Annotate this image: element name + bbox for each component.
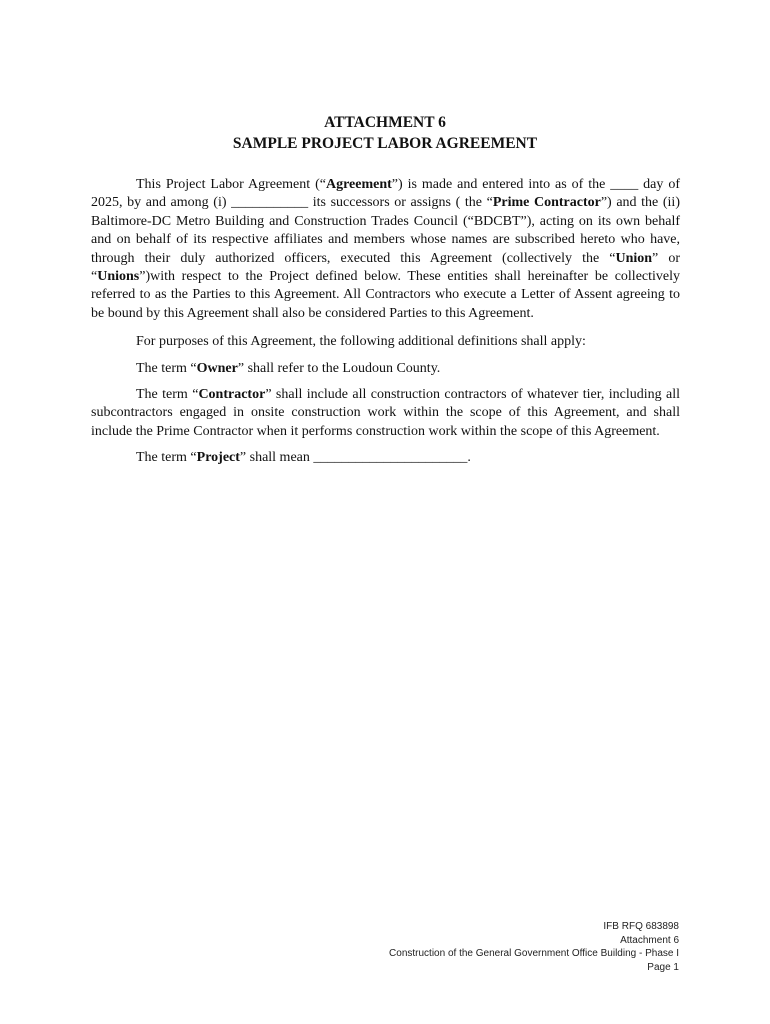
footer-page-number: Page 1 <box>647 961 679 973</box>
intro-text-1: This Project Labor Agreement (“ <box>136 177 326 192</box>
intro-paragraph <box>91 176 680 323</box>
definitions-intro-paragraph: For purposes of this Agreement, the following additional definitions shall apply: <box>136 334 586 350</box>
contractor-text-2: ” shall include all construction contractors of whatever tier, including all subcontractors engaged in onsite construction work within the scope of this Agreement, and shall include the Prime Contractor when it performs construction work within the scope of this Agreement. <box>91 387 680 439</box>
intro-bold-agreement: Agreement <box>325 177 392 192</box>
intro-bold-union: Union <box>615 250 653 266</box>
owner-text-2: ” shall refer to the Loudoun County. <box>237 360 441 376</box>
footer-attachment: Attachment 6 <box>620 934 679 946</box>
contractor-definition <box>91 386 680 441</box>
intro-text-2: ”) is made and entered into as of the ____ day of 2025, by and among (i) ___________ its successors or assigns ( the “ <box>91 177 680 211</box>
footer-project-name: Construction of the General Government Office Building - Phase I <box>389 948 679 960</box>
owner-definition <box>91 360 680 378</box>
intro-text-3: ”) and the (ii) Baltimore-DC Metro Building and Construction Trades Council (“BDCBT”), acting on its own behalf and on behalf of its respective affiliates and members whose names are subscribed hereto who have, through their duly authorized officers, executed this Agreement (collectively the “ <box>91 195 680 266</box>
project-text-1: The term “ <box>136 450 197 466</box>
document-title <box>0 112 770 154</box>
title-line-1: ATTACHMENT 6 <box>324 114 446 131</box>
intro-text-4: ” or “ <box>91 250 680 285</box>
page-footer <box>389 920 679 974</box>
footer-rfq-number: IFB RFQ 683898 <box>603 921 679 932</box>
contractor-text-1: The term “ <box>136 387 199 403</box>
owner-bold-term: Owner <box>196 360 238 376</box>
intro-bold-unions: Unions <box>97 269 140 285</box>
project-definition <box>91 449 680 467</box>
document-body <box>91 176 680 468</box>
intro-bold-prime-contractor: Prime Contractor <box>492 195 601 211</box>
project-bold-term: Project <box>196 450 240 466</box>
contractor-bold-term: Contractor <box>198 387 266 403</box>
owner-text-1: The term “ <box>136 360 197 376</box>
title-line-2: SAMPLE PROJECT LABOR AGREEMENT <box>232 135 538 152</box>
intro-text-5: ”)with respect to the Project defined below. These entities shall hereinafter be collectively referred to as the Parties to this Agreement. All Contractors who execute a Letter of Assent agreeing to be bound by this Agreement shall also be considered Parties to this Agreement. <box>91 269 680 321</box>
project-text-2: ” shall mean ______________________. <box>239 450 471 466</box>
